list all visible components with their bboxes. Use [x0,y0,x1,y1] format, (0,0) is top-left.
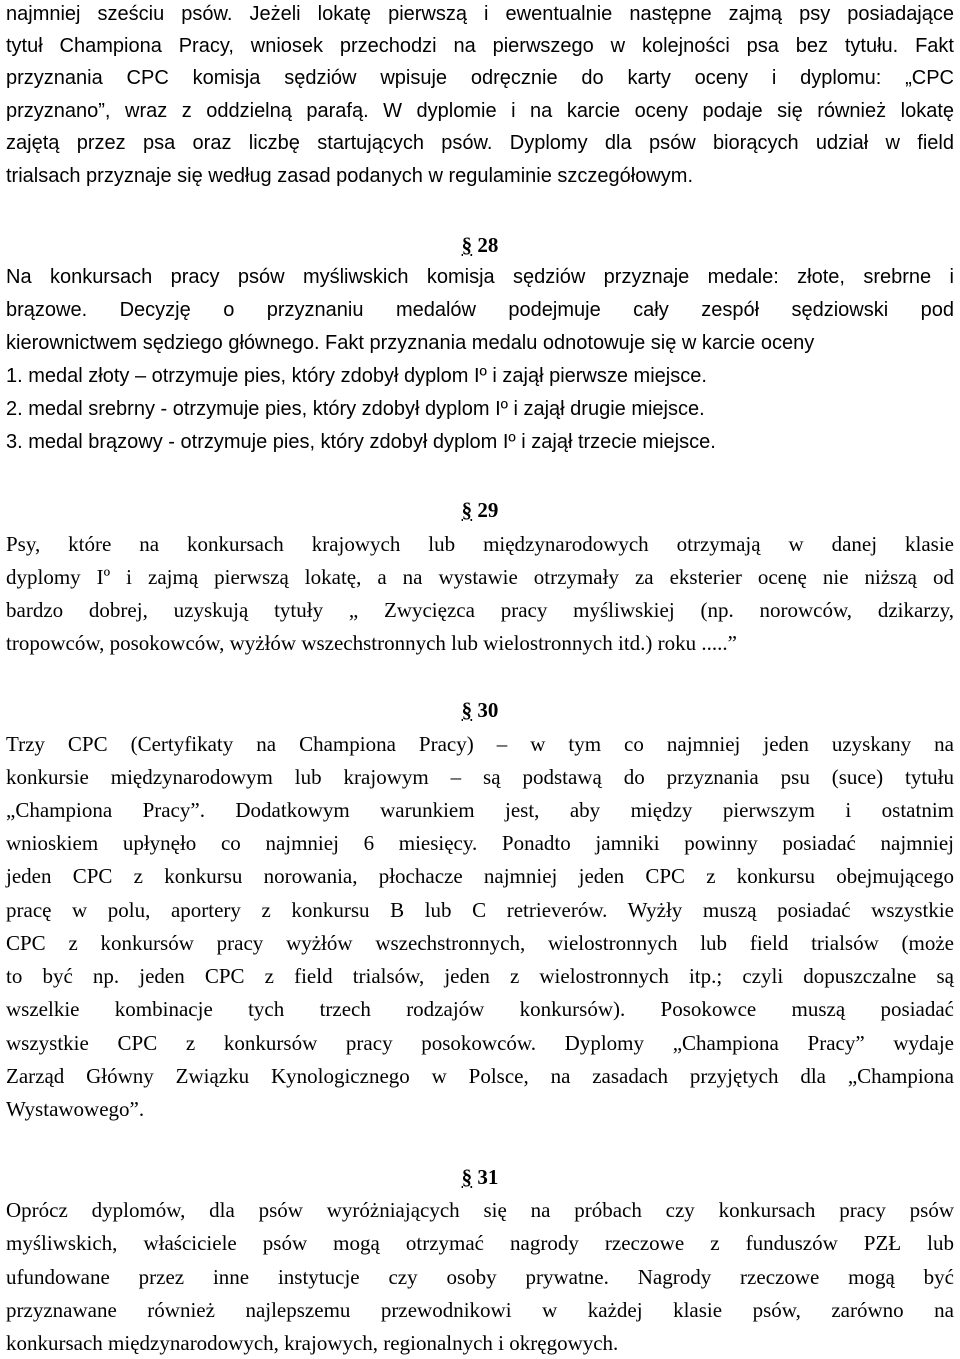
section-number: 30 [477,698,499,722]
section-31-line-5: konkursach międzynarodowych, krajowych, regionalnych i okręgowych. [6,1331,619,1355]
section-29-line-2: dyplomy Iº i zajmą pierwszą lokatę, a na wystawie otrzymały za eksterier ocenę nie niższą od [6,565,954,589]
section-30-line-2: konkursie międzynarodowym lub krajowym – są podstawą do przyznania psu (suce) tytułu [6,765,954,789]
section-30-line-7: CPC z konkursów pracy wyżłów wszechstronnych, wielostronnych lub field trialsów (może [6,931,954,955]
intro-line-3: przyznania CPC komisja sędziów wpisuje odręcznie do karty oceny i dyplomu: „CPC [6,67,954,89]
intro-line-2: tytuł Championa Pracy, wniosek przechodzi na pierwszego w kolejności psa bez tytułu. Fakt [6,35,954,57]
section-number: 31 [477,1165,499,1189]
section-28-line-2: brązowe. Decyzję o przyznaniu medalów podejmuje cały zespół sędziowski pod [6,299,954,321]
section-symbol: § [461,498,473,522]
section-31-line-1: Oprócz dyplomów, dla psów wyróżniających się na próbach czy konkursach pracy psów [6,1198,954,1222]
section-30-line-5: jeden CPC z konkursu norowania, płochacze najmniej jeden CPC z konkursu obejmującego [6,864,954,888]
section-30-line-9: wszelkie kombinacje tych trzech rodzajów konkursów). Posokowce muszą posiadać [6,997,954,1021]
section-symbol: § [461,698,473,722]
section-29-line-1: Psy, które na konkursach krajowych lub międzynarodowych otrzymają w danej klasie [6,532,954,556]
intro-line-6: trialsach przyznaje się według zasad podanych w regulaminie szczegółowym. [6,165,694,187]
section-30-line-10: wszystkie CPC z konkursów pracy posokowców. Dyplomy „Championa Pracy” wydaje [6,1031,954,1055]
section-28-item-1: 1. medal złoty – otrzymuje pies, który zdobył dyplom Iº i zajął pierwsze miejsce. [6,365,707,387]
section-31-line-3: ufundowane przez inne instytucje czy osoby prywatne. Nagrody rzeczowe mogą być [6,1265,954,1289]
section-28-line-1: Na konkursach pracy psów myśliwskich komisja sędziów przyznaje medale: złote, srebrne i [6,266,954,288]
section-28-item-3: 3. medal brązowy - otrzymuje pies, który zdobył dyplom Iº i zajął trzecie miejsce. [6,431,716,453]
section-28-item-2: 2. medal srebrny - otrzymuje pies, który zdobył dyplom Iº i zajął drugie miejsce. [6,398,705,420]
section-28-line-3: kierownictwem sędziego głównego. Fakt przyznania medalu odnotowuje się w karcie oceny [6,332,815,354]
section-number: 28 [477,233,499,257]
section-31-line-4: przyznawane również najlepszemu przewodnikowi w każdej klasie psów, zarówno na [6,1298,954,1322]
intro-line-5: zajętą przez psa oraz liczbę startujących psów. Dyplomy dla psów biorących udział w field [6,132,954,154]
section-heading-28 [0,231,960,259]
section-30-line-8: to być np. jeden CPC z field trialsów, jeden z wielostronnych itp.; czyli dopuszczalne są [6,964,954,988]
section-heading-29 [0,496,960,524]
section-30-line-12: Wystawowego”. [6,1097,145,1121]
section-30-line-3: „Championa Pracy”. Dodatkowym warunkiem jest, aby między pierwszym i ostatnim [6,798,954,822]
section-30-line-1: Trzy CPC (Certyfikaty na Championa Pracy) – w tym co najmniej jeden uzyskany na [6,732,954,756]
section-31-line-2: myśliwskich, właściciele psów mogą otrzymać nagrody rzeczowe z funduszów PZŁ lub [6,1231,954,1255]
intro-line-4: przyznano”, wraz z oddzielną parafą. W dyplomie i na karcie oceny podaje się również lokatę [6,100,954,122]
section-29-line-3: bardzo dobrej, uzyskują tytuły „ Zwycięzca pracy myśliwskiej (np. norowców, dzikarzy, [6,598,954,622]
section-30-line-4: wnioskiem upłynęło co najmniej 6 miesięcy. Ponadto jamniki powinny posiadać najmniej [6,831,954,855]
section-number: 29 [477,498,499,522]
section-heading-30 [0,696,960,724]
section-30-line-6: pracę w polu, aportery z konkursu B lub C retrieverów. Wyżły muszą posiadać wszystkie [6,898,954,922]
section-symbol: § [461,233,473,257]
section-heading-31 [0,1163,960,1191]
section-29-line-4: tropowców, posokowców, wyżłów wszechstronnych lub wielostronnych itd.) roku .....” [6,631,737,655]
intro-line-1: najmniej sześciu psów. Jeżeli lokatę pierwszą i ewentualnie następne zajmą psy posiadające [6,3,954,25]
section-symbol: § [461,1165,473,1189]
section-30-line-11: Zarząd Główny Związku Kynologicznego w Polsce, na zasadach przyjętych dla „Championa [6,1064,954,1088]
